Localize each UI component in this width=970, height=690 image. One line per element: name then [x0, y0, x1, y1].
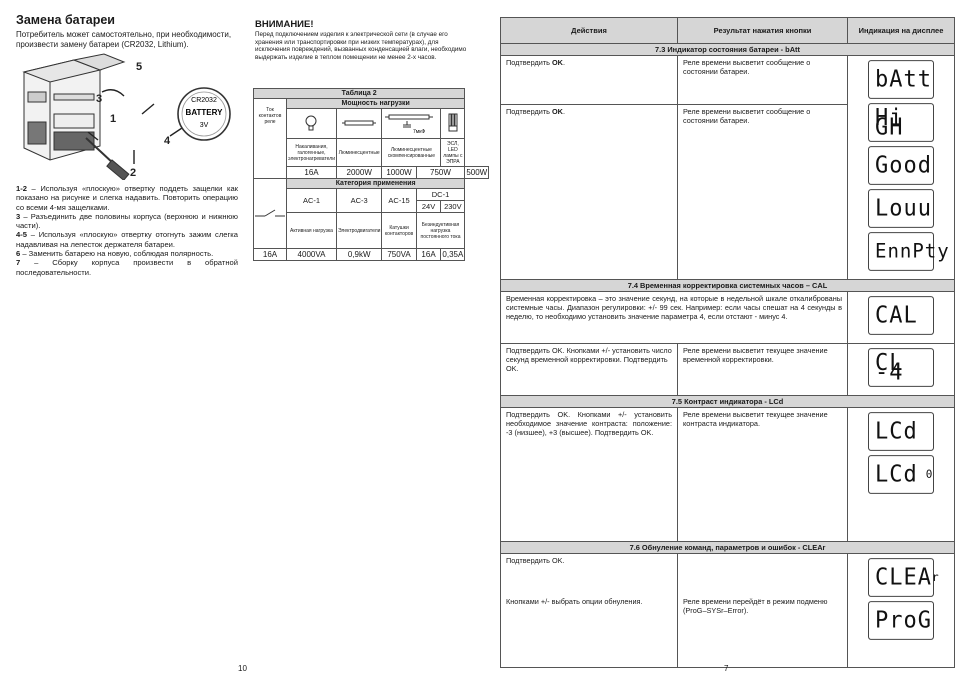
result-cell: Реле времени высветит текущее значение контраста индикатора. [678, 408, 848, 542]
power-value: 750W [416, 167, 465, 179]
page-number: 7 [724, 664, 729, 673]
section-title: 7.4 Временная корректировка системных часов – CAL [501, 280, 955, 292]
column-header: Индикация на дисплее [848, 18, 955, 44]
table-title: Таблица 2 [254, 89, 465, 99]
page-number: 10 [238, 664, 247, 673]
battery-replacement-illustration [14, 52, 238, 180]
category-description: Электродвигатели [336, 213, 381, 249]
load-type: Люминесцентные [336, 139, 381, 167]
action-cell: Подтвердить OK. Кнопками +/- выбрать опции обнуления. [501, 554, 678, 668]
lcd-display: Good [868, 146, 934, 185]
warning-title: ВНИМАНИЕ! [255, 19, 314, 30]
lcd-display: EnnPty [868, 232, 934, 271]
category-name: AC-15 [382, 189, 416, 213]
load-type: Накаливания, галогенные, электронагреватели [287, 139, 337, 167]
lcd-display: Hi GH [868, 103, 934, 142]
lcd-display: LCd 0 [868, 455, 934, 494]
category-description: Активная нагрузка [287, 213, 337, 249]
battery-cell-label: BATTERY [185, 108, 223, 117]
display-cell [848, 408, 955, 542]
battery-cell-label: CR2032 [191, 97, 217, 104]
lcd-display: bAtt [868, 60, 934, 99]
load-table [253, 88, 489, 261]
section-title: 7.5 Контраст индикатора - LCd [501, 396, 955, 408]
column-header: Результат нажатия кнопки [678, 18, 848, 44]
step-number: 1 [110, 113, 117, 125]
step-number: 2 [130, 167, 137, 179]
svg-text:7мкФ: 7мкФ [413, 128, 426, 134]
power-header: Мощность нагрузки [287, 99, 465, 109]
category-value: 16A [416, 249, 441, 261]
category-description: Безиндуктивная нагрузка постоянного тока [416, 213, 465, 249]
category-value: 750VA [382, 249, 416, 261]
load-type: ЭСЛ, LED лампы с ЭПРА [441, 139, 465, 167]
step-item: 6 – Заменить батарею на новую, соблюдая полярность. [16, 249, 214, 259]
lcd-display: CL -4 [868, 348, 934, 387]
load-type: Люминесцентные скомпенсированные [382, 139, 441, 167]
column-header: Действия [501, 18, 678, 44]
lcd-display: CLEA r [868, 558, 934, 597]
battery-intro: Потребитель может самостоятельно, при необходимости, произвести замену батареи (CR2032, Lithium). [16, 30, 232, 49]
result-cell: Реле времени высветит сообщение о состоянии батареи. [678, 56, 848, 105]
category-value: 4000VA [287, 249, 337, 261]
warning-text: Перед подключением изделия к электрической сети (в случае его хранения или транспортировки при низких температурах), для исключения повреждений, вызванных конденсацией влаги, необходимо выдержать изделие в теплом помещении не менее 2-х часов. [255, 31, 467, 61]
category-name: AC-3 [336, 189, 381, 213]
category-current: 16A [254, 249, 287, 261]
action-cell: Подтвердить OK. Кнопками +/- установить число секунд временной корректировки. Подтвердить OK. [501, 344, 678, 396]
section-title: 7.6 Обнуление команд, параметров и ошибок - CLEAr [501, 542, 955, 554]
display-cell [848, 56, 955, 280]
current-label: Ток контактов реле [254, 99, 287, 179]
lcd-display: ProG [868, 601, 934, 640]
lcd-display: CAL [868, 296, 934, 335]
cfl-led-icon [441, 109, 465, 139]
fluorescent-icon [336, 109, 381, 139]
category-header: Категория применения [287, 179, 465, 189]
lcd-display: Louu [868, 189, 934, 228]
result-cell: Реле времени перейдёт в режим подменю (ProG–SYSr–Error). [678, 554, 848, 668]
action-cell: Подтвердить OK. [501, 104, 678, 279]
current-value: 16A [287, 167, 337, 179]
step-number: 3 [96, 93, 103, 105]
note-cell: Временная корректировка – это значение секунд, на которые в недельной шкале откалиброваны системные часы. Диапазон регулировки: +/- 99 сек. Например: если часы спешат на 4 секунды в неделю, то необходимо установить значение параметра 4, если отстают - минус 4. [501, 292, 848, 344]
contact-symbol [254, 179, 287, 249]
battery-cell-label: 3V [199, 122, 209, 129]
category-name: DC-1 [416, 189, 465, 201]
battery-steps [16, 184, 238, 277]
display-cell [848, 292, 955, 344]
category-value: 0,35A [442, 250, 464, 259]
display-cell [848, 344, 955, 396]
category-description: Катушки контакторов [382, 213, 416, 249]
display-cell [848, 554, 955, 668]
step-item: 3 – Разъединить две половины корпуса (верхнюю и нижнюю части). [16, 211, 238, 231]
power-value: 1000W [382, 167, 416, 179]
result-cell: Реле времени высветит сообщение о состоянии батареи. [678, 104, 848, 279]
category-value: 0,9kW [336, 249, 381, 261]
category-name: AC-1 [287, 189, 337, 213]
power-value: 2000W [336, 167, 381, 179]
power-value: 500W [466, 168, 488, 177]
step-number: 4 [164, 135, 171, 147]
settings-table [500, 17, 955, 668]
action-cell: Подтвердить OK. Кнопками +/- установить необходимое значение контраста: положение: -3 (низшее), +3 (высшее). Подтвердить OK. [501, 408, 678, 542]
step-item: 1-2 – Используя «плоскую» отвертку поддеть защелки как показано на рисунке и слегка надавить. Повторить операцию со всеми 4-мя защелками. [16, 184, 238, 212]
dc-voltage: 230V [441, 201, 465, 213]
result-cell: Реле времени высветит текущее значение временной корректировки. [678, 344, 848, 396]
battery-title: Замена батареи [16, 13, 115, 27]
step-item: 4-5 – Используя «плоскую» отвертку отогнуть зажим слегка надавливая на лепесток держателя батареи. [16, 230, 238, 249]
incandescent-icon [287, 109, 337, 139]
dc-voltage: 24V [416, 201, 441, 213]
action-cell: Подтвердить OK. [501, 56, 678, 105]
compensated-fluorescent-icon [382, 109, 441, 139]
step-item: 7 – Сборку корпуса произвести в обратной последовательности. [16, 258, 238, 277]
right-page [486, 0, 970, 690]
step-number: 5 [136, 61, 143, 73]
lcd-display: LCd [868, 412, 934, 451]
section-title: 7.3 Индикатор состояния батареи - bAtt [501, 44, 955, 56]
